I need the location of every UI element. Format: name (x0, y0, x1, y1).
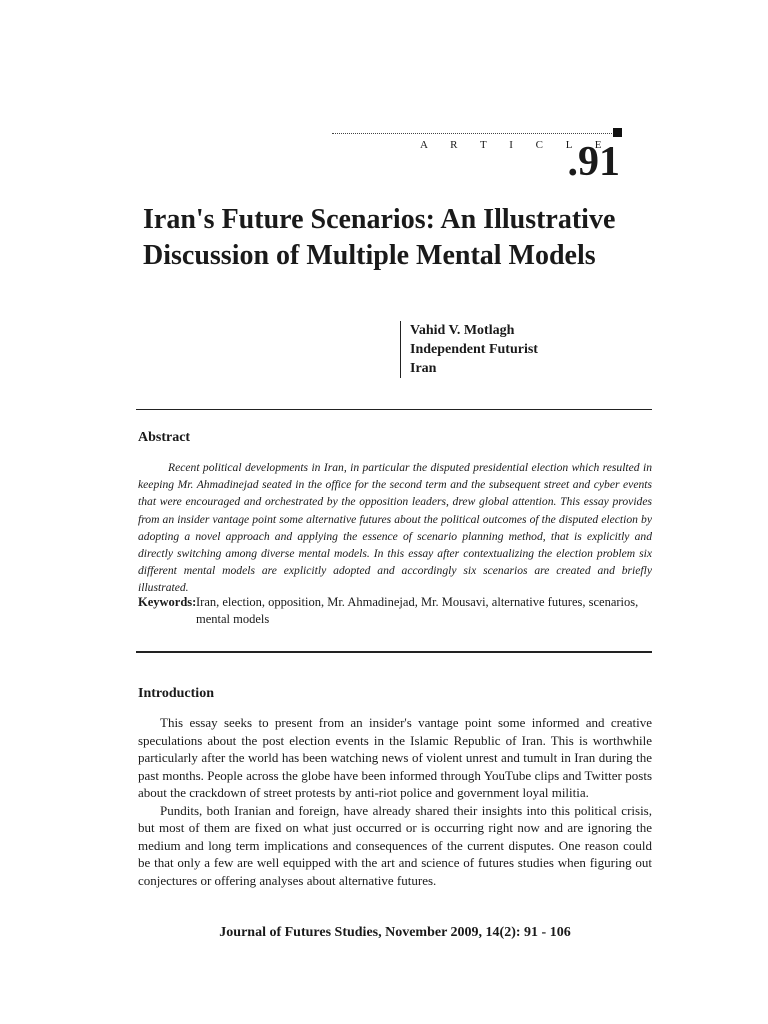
header-square-marker (613, 128, 622, 137)
journal-citation-footer: Journal of Futures Studies, November 2009, 14(2): 91 - 106 (219, 925, 571, 940)
abstract-text: Recent political developments in Iran, in particular the disputed presidential election which resulted in keeping Mr. Ahmadinejad seated in the office for the second term and the subsequent street and cyber events that were encouraged and orchestrated by the opposition leaders, drew global attention. This essay provides from an insider vantage point some alternative futures about the political outcomes of the disputed election by adopting a novel approach and applying the essence of scenario planning method, that is explicitly and directly switching among diverse mental models. In this essay after contextualizing the election problem six different mental models are explicitly adopted and accordingly six scenarios are created and briefly illustrated. (138, 461, 652, 595)
paper-title (143, 202, 663, 274)
introduction-paragraph-2: Pundits, both Iranian and foreign, have already shared their insights into this political crisis, but most of them are fixed on what just occurred or is occurring right now and are ignoring the medium and long term implications and consequences of the current disputes. One reason could be that only a few are well equipped with the art and science of futures studies when figuring out conjectures or offering analyses about alternative futures. (138, 802, 652, 888)
article-number: .91 (567, 139, 620, 185)
author-country: Iran (410, 361, 437, 376)
keywords-text: Iran, election, opposition, Mr. Ahmadinejad, Mr. Mousavi, alternative futures, scenarios, mental models (196, 595, 639, 626)
introduction-body (138, 714, 652, 889)
abstract-heading: Abstract (138, 430, 191, 445)
abstract-bottom-divider (136, 651, 652, 653)
paper-title-line-2: Discussion of Multiple Mental Models (143, 240, 596, 271)
abstract-top-divider (136, 409, 652, 410)
header-dotted-rule (332, 133, 612, 134)
article-label: A R T I C L E (420, 139, 612, 151)
keywords-label: Keywords: (138, 595, 197, 609)
introduction-heading: Introduction (138, 686, 214, 701)
keywords (138, 594, 652, 628)
author-block (400, 321, 538, 378)
author-name: Vahid V. Motlagh (410, 323, 515, 338)
paper-title-line-1: Iran's Future Scenarios: An Illustrative (143, 204, 616, 235)
author-affiliation: Independent Futurist (410, 342, 538, 357)
introduction-paragraph-1: This essay seeks to present from an insider's vantage point some informed and creative speculations about the post election events in the Islamic Republic of Iran. This is worthwhile particularly after the world has been watching news of violent unrest and tumult in Iran during the past months. People across the globe have been informed through YouTube clips and Twitter posts about the crackdown of street protests by anti-riot police and government loyal militia. (138, 715, 652, 800)
